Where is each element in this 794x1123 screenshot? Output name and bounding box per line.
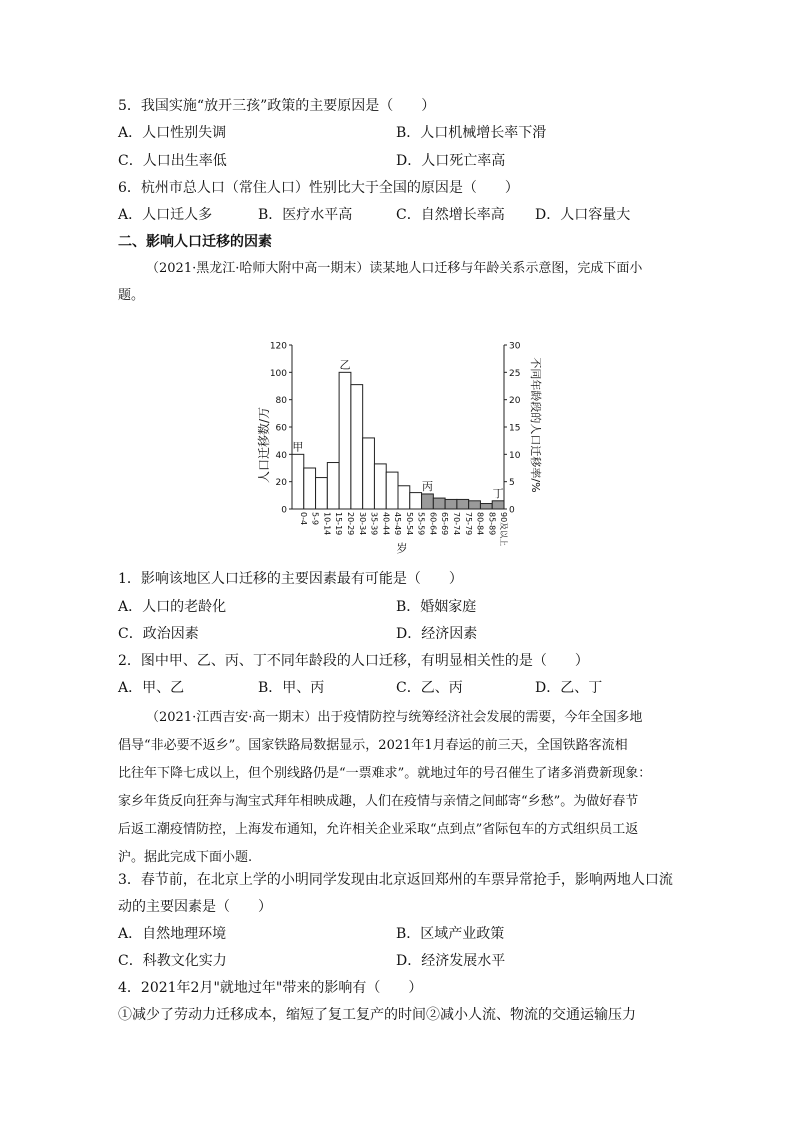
bar (445, 499, 457, 509)
passage2-line: 沪。据此完成下面小题. (118, 850, 253, 865)
passage2-line: 比往年下降七成以上，但个别线路仍是“一票难求”。就地过年的号召催生了诸多消费新现象： (118, 766, 652, 781)
y-tick-label-left: 120 (269, 341, 287, 352)
q3-stem-line1: 3．春节前，在北京上学的小明同学发现由北京返回郑州的车票异常抢手，影响两地人口流 (118, 872, 673, 888)
x-tick-label: 50-54 (404, 512, 414, 536)
bar (339, 372, 351, 509)
x-tick-label: 10-14 (322, 512, 332, 536)
bar (363, 438, 375, 509)
x-tick-label: 90及以上 (499, 512, 509, 547)
bar (469, 501, 481, 509)
x-tick-label: 5-9 (310, 512, 320, 526)
passage2-line: 家乡年货反向狂奔与淘宝式拜年相映成趣，人们在疫情与亲情之间邮寄“乡愁”。为做好春节 (118, 794, 639, 809)
y-tick-label-right: 0 (509, 505, 515, 516)
q2-stem: 2．图中甲、乙、丙、丁不同年龄段的人口迁移，有明显相关性的是（ ） (118, 653, 589, 669)
bar (398, 486, 410, 509)
q1-option-a: A．人口的老龄化 (118, 599, 227, 615)
bar (422, 494, 434, 509)
q3-stem-line2: 动的主要因素是（ ） (118, 899, 272, 915)
q5-stem: 5．我国实施“放开三孩”政策的主要原因是（ ） (118, 98, 436, 114)
bar (304, 468, 316, 509)
q6-stem: 6．杭州市总人口（常住人口）性别比大于全国的原因是（ ） (118, 180, 519, 196)
passage1-line2: 题。 (118, 288, 145, 303)
bar-annotation: 丁 (492, 486, 504, 500)
x-tick-label: 75-79 (463, 512, 473, 536)
x-tick-label: 55-59 (416, 512, 426, 536)
y-tick-label-right: 5 (509, 478, 515, 489)
x-tick-label: 30-34 (357, 512, 367, 536)
y-tick-label-right: 25 (509, 368, 521, 379)
passage1-line1: （2021·黑龙江·哈师大附中高一期末）读某地人口迁移与年龄关系示意图，完成下面小 (146, 261, 643, 276)
bar (386, 472, 398, 509)
q5-option-b: B．人口机械增长率下滑 (396, 125, 547, 141)
q5-option-c: C．人口出生率低 (118, 153, 227, 169)
q1-option-d: D．经济因素 (396, 626, 478, 642)
bar (492, 501, 504, 509)
q3-option-a: A．自然地理环境 (118, 926, 227, 942)
y-tick-label-left: 100 (269, 368, 287, 379)
q3-option-d: D．经济发展水平 (396, 953, 506, 969)
bar (410, 493, 422, 509)
y-tick-label-right: 10 (509, 450, 521, 461)
q2-option-c: C．乙、丙 (396, 680, 463, 696)
bar-annotation: 甲 (292, 440, 304, 454)
x-tick-label: 0-4 (298, 512, 308, 526)
x-tick-label: 35-39 (369, 512, 379, 536)
section-title: 二、影响人口迁移的因素 (118, 234, 272, 250)
migration-age-chart (252, 325, 544, 557)
x-tick-label: 45-49 (393, 512, 403, 536)
y-tick-label-right: 20 (509, 396, 521, 407)
y-tick-label-right: 30 (509, 341, 521, 352)
bar (457, 499, 469, 509)
y-tick-label-left: 60 (275, 423, 287, 434)
bar (292, 454, 304, 509)
q1-option-b: B．婚姻家庭 (396, 599, 477, 615)
q2-option-d: D．乙、丁 (535, 680, 603, 696)
x-tick-label: 60-64 (428, 512, 438, 536)
passage2-line: 后返工潮疫情防控，上海发布通知，允许相关企业采取“点到点”省际包车的方式组织员工返 (118, 822, 639, 837)
x-tick-label: 80-84 (475, 512, 485, 536)
x-axis-label: 岁 (396, 542, 408, 555)
q6-option-d: D．人口容量大 (535, 207, 631, 223)
q3-option-c: C．科教文化实力 (118, 953, 227, 969)
x-tick-label: 70-74 (452, 512, 461, 536)
q1-option-c: C．政治因素 (118, 626, 199, 642)
q5-option-a: A．人口性别失调 (118, 125, 227, 141)
q2-option-b: B．甲、丙 (258, 680, 325, 696)
q4-line2: ①减少了劳动力迁移成本，缩短了复工复产的时间②减小人流、物流的交通运输压力 (118, 1007, 636, 1023)
bar (327, 463, 339, 509)
bar (351, 385, 363, 509)
x-tick-label: 20-29 (346, 512, 355, 536)
x-tick-label: 40-44 (381, 512, 391, 536)
y-axis-label-right: 不同年龄段的人口迁移率/% (529, 357, 542, 493)
y-axis-label-left: 人口迁移数/万 (257, 406, 271, 484)
q3-option-b: B．区域产业政策 (396, 926, 505, 942)
q1-stem: 1．影响该地区人口迁移的主要因素最有可能是（ ） (118, 571, 463, 587)
q6-option-b: B．医疗水平高 (258, 207, 353, 223)
bar (433, 498, 445, 509)
y-tick-label-left: 20 (275, 478, 287, 489)
bar (374, 464, 386, 509)
passage2-line: （2021·江西吉安·高一期末）出于疫情防控与统筹经济社会发展的需要，今年全国多地 (146, 710, 643, 725)
passage2 (118, 704, 680, 872)
q2-option-a: A．甲、乙 (118, 680, 185, 696)
y-tick-label-left: 40 (275, 450, 287, 461)
x-tick-label: 15-19 (334, 512, 344, 536)
y-tick-label-left: 0 (281, 505, 287, 516)
bar-annotation: 乙 (339, 358, 351, 372)
q5-option-d: D．人口死亡率高 (396, 153, 506, 169)
bar (480, 504, 492, 509)
passage2-line: 倡导“非必要不返乡”。国家铁路局数据显示，2021年1月春运的前三天，全国铁路客流相 (118, 738, 628, 753)
bar (316, 478, 328, 509)
q6-option-a: A．人口迁人多 (118, 207, 213, 223)
q4-stem: 4．2021年2月"就地过年"带来的影响有（ ） (118, 980, 423, 996)
y-tick-label-right: 15 (509, 423, 521, 434)
y-tick-label-left: 80 (275, 396, 287, 407)
q6-option-c: C．自然增长率高 (396, 207, 505, 223)
bar-annotation: 丙 (421, 479, 433, 493)
x-tick-label: 65-69 (440, 512, 450, 536)
x-tick-label: 85-89 (487, 512, 497, 536)
